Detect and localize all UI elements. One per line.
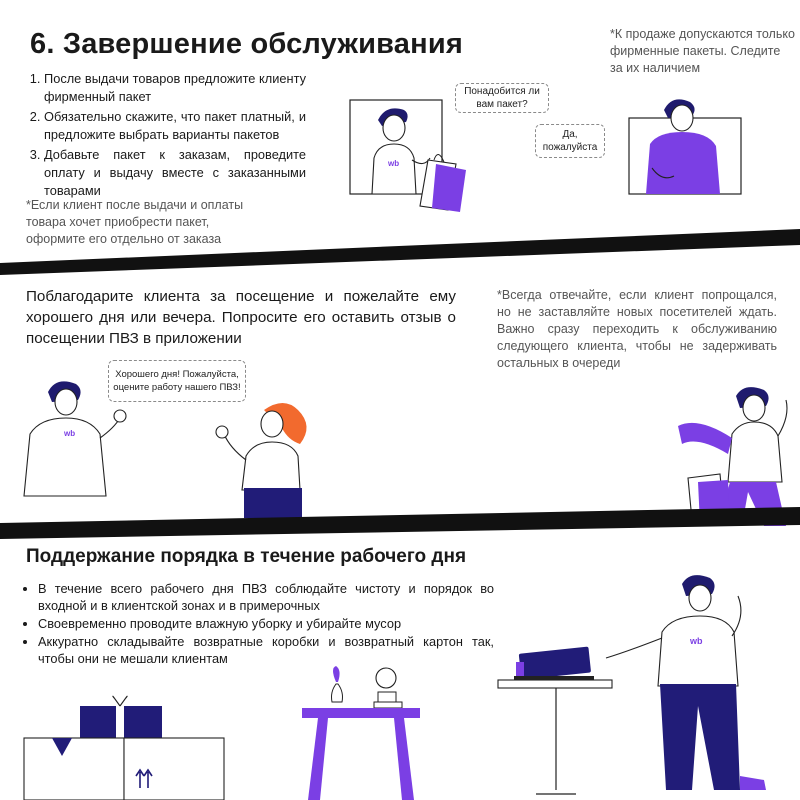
- woman-customer-illustration: [204, 400, 324, 520]
- clerk-with-bags-illustration: [348, 98, 468, 213]
- svg-text:wb: wb: [690, 636, 703, 646]
- step-item: 2. Обязательно скажите, что пакет платный, и предложите выбрать варианты пакетов: [44, 108, 306, 144]
- section-title-order: Поддержание порядка в течение рабочего дня: [26, 546, 467, 567]
- rule-item: • В течение всего рабочего дня ПВЗ соблюдайте чистоту и порядок во входной и в клиентской зонах и в примерочных: [38, 580, 494, 614]
- clerk-desk-illustration: [496, 576, 800, 800]
- divider-band: [0, 505, 800, 551]
- speech-bubble-farewell: Хорошего дня! Пожалуйста, оцените работу нашего ПВЗ!: [108, 360, 246, 402]
- clerk-waving-illustration: [10, 378, 130, 498]
- customer-illustration: [628, 96, 742, 196]
- rule-item: • Своевременно проводите влажную уборку и убирайте мусор: [38, 615, 494, 632]
- note-bags: *К продаже допускаются только фирменные пакеты. Следите за их наличием: [610, 27, 795, 75]
- note-separate-order: *Если клиент после выдачи и оплаты товара хочет приобрести пакет, оформите его отдельно от заказа: [26, 198, 244, 246]
- svg-text:wb: wb: [64, 429, 76, 438]
- step-item: 3. Добавьте пакет к заказам, проведите оплату и выдачу вместе с заказанными товарами: [44, 146, 306, 200]
- boxes-illustration: [22, 692, 228, 800]
- svg-text:wb: wb: [388, 159, 400, 168]
- steps-list: [28, 70, 306, 202]
- speech-bubble-answer: Да, пожалуйста: [535, 124, 605, 158]
- note-next-client: *Всегда отвечайте, если клиент попрощался, но не заставляйте новых посетителей ждать. Важно сразу переходить к обслуживанию следующего клиента, чтобы не задерживать остальных в очереди: [497, 288, 777, 370]
- step-item: 1. После выдачи товаров предложите клиенту фирменный пакет: [44, 70, 306, 106]
- section-title: 6. Завершение обслуживания: [30, 28, 463, 60]
- divider-band: [0, 225, 800, 275]
- farewell-instruction: Поблагодарите клиента за посещение и пожелайте ему хорошего дня или вечера. Попросите его оставить отзыв о посещении ПВЗ в приложении: [26, 288, 456, 347]
- table-illustration: [300, 662, 422, 800]
- rule-item: • Аккуратно складывайте возвратные коробки и возвратный картон так, чтобы они не мешали клиентам: [38, 633, 494, 667]
- rules-list: [24, 580, 494, 668]
- speech-bubble-question: Понадобится ли вам пакет?: [455, 83, 549, 113]
